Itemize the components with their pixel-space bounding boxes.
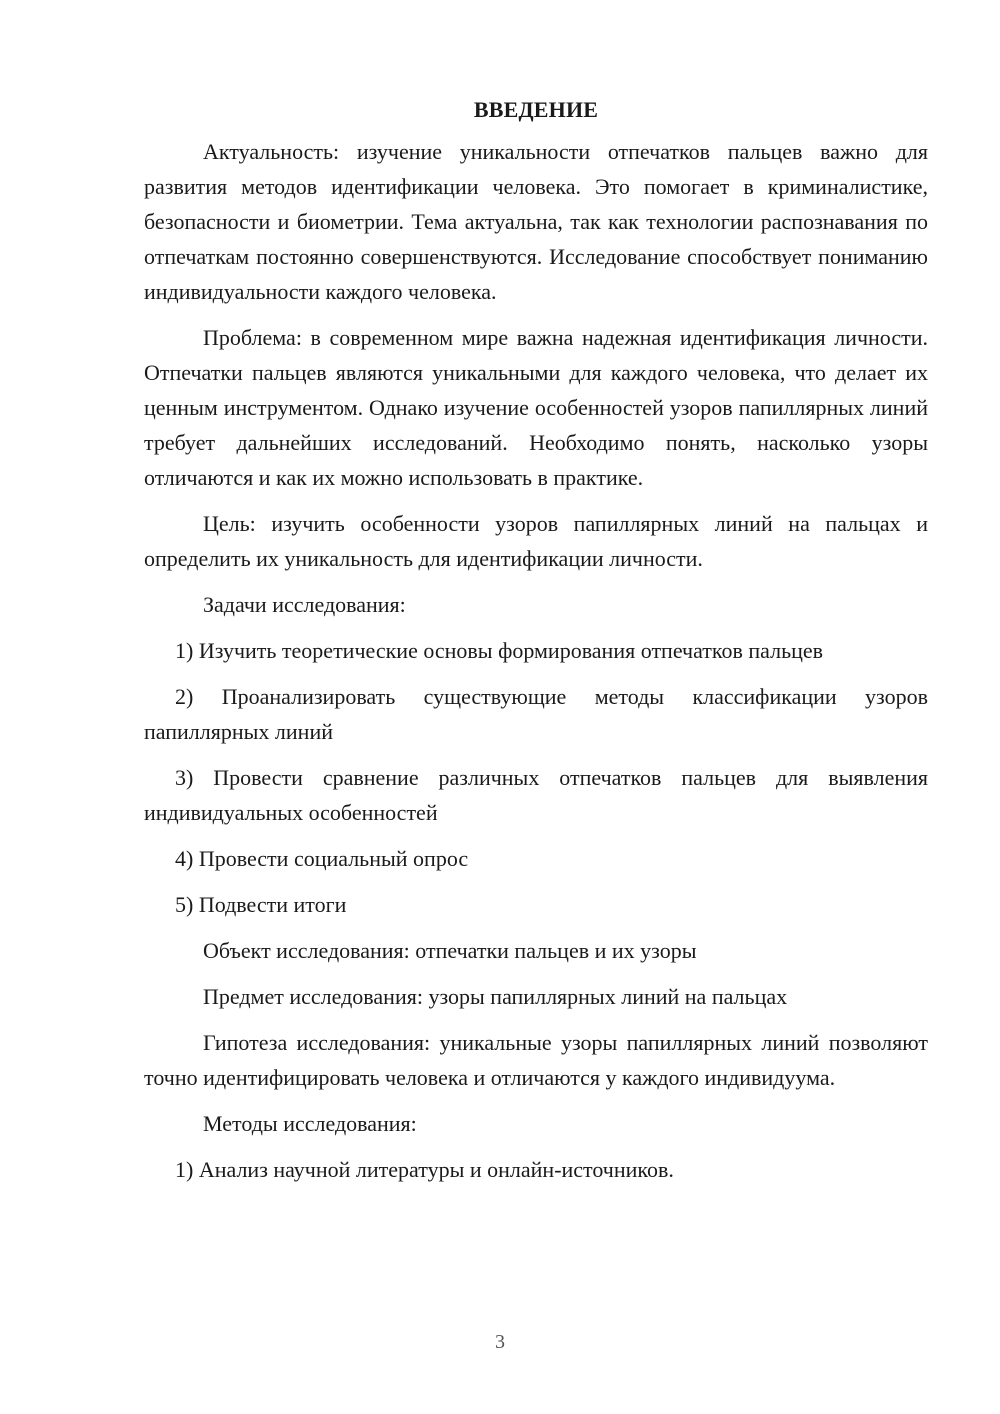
task-item-1: 1) Изучить теоретические основы формирования отпечатков пальцев — [175, 638, 824, 663]
page-number: 3 — [495, 1331, 505, 1353]
problem-paragraph: Проблема: в современном мире важна надежная идентификация личности. Отпечатки пальцев являются уникальными для каждого человека, что делает их ценным инструментом. Однако изучение особенностей узоров папиллярных линий требует дальнейших исследований. Необходимо понять, насколько узоры отличаются и как их можно использовать в практике. — [144, 325, 928, 490]
subject-paragraph: Предмет исследования: узоры папиллярных линий на пальцах — [203, 984, 788, 1009]
hypothesis-paragraph: Гипотеза исследования: уникальные узоры папиллярных линий позволяют точно идентифицировать человека и отличаются у каждого индивидуума. — [144, 1030, 928, 1090]
object-paragraph: Объект исследования: отпечатки пальцев и их узоры — [203, 938, 697, 963]
methods-heading: Методы исследования: — [203, 1111, 417, 1136]
task-item-5: 5) Подвести итоги — [175, 892, 347, 917]
task-item-2: 2) Проанализировать существующие методы классификации узоров папиллярных линий — [144, 684, 928, 744]
page-title: ВВЕДЕНИЕ — [473, 97, 599, 122]
method-item-1: 1) Анализ научной литературы и онлайн-источников. — [175, 1157, 674, 1182]
goal-paragraph: Цель: изучить особенности узоров папиллярных линий на пальцах и определить их уникальность для идентификации личности. — [144, 511, 928, 571]
relevance-paragraph: Актуальность: изучение уникальности отпечатков пальцев важно для развития методов идентификации человека. Это помогает в криминалистике, безопасности и биометрии. Тема актуальна, так как технологии распознавания по отпечаткам постоянно совершенствуются. Исследование способствует пониманию индивидуальности каждого человека. — [144, 139, 928, 304]
task-item-4: 4) Провести социальный опрос — [175, 846, 469, 871]
tasks-heading: Задачи исследования: — [203, 592, 406, 617]
document-page — [144, 92, 928, 1198]
task-item-3: 3) Провести сравнение различных отпечатков пальцев для выявления индивидуальных особенностей — [144, 765, 928, 825]
